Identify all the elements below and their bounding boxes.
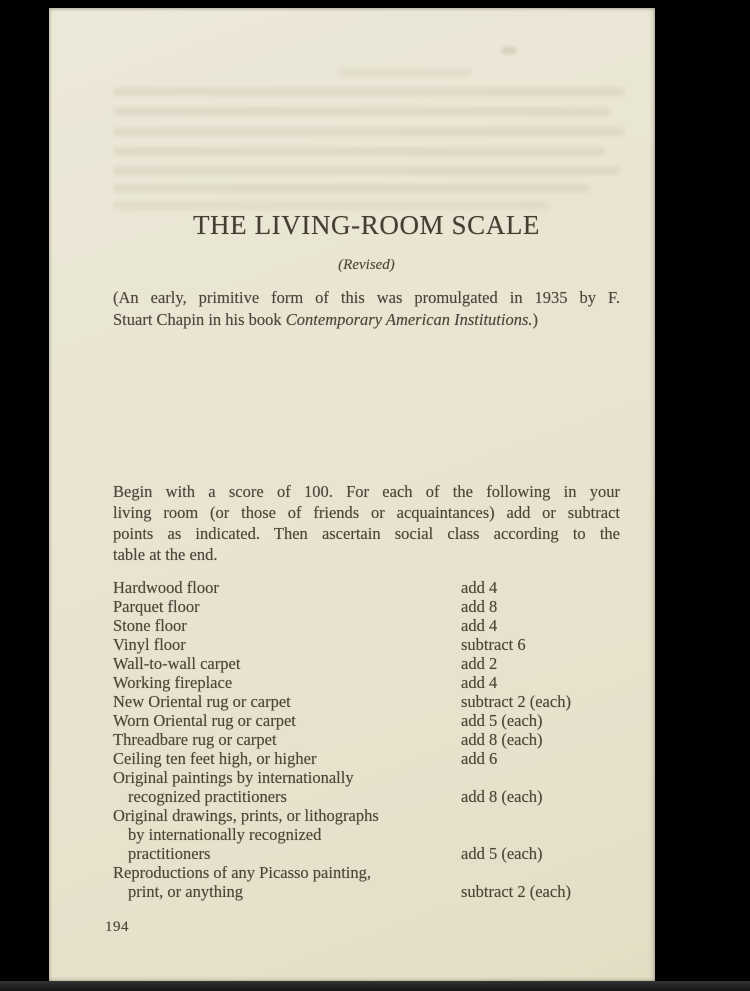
item-score: add 2 bbox=[461, 654, 498, 673]
item-line: Ceiling ten feet high, or higher bbox=[113, 749, 317, 768]
item-line: recognized practitioners bbox=[128, 787, 287, 806]
book-page-scan bbox=[49, 8, 655, 981]
item-line: Vinyl floor bbox=[113, 635, 186, 654]
item-line: Threadbare rug or carpet bbox=[113, 730, 277, 749]
attribution-line-1: (An early, primitive form of this was promulgated in 1935 by F. bbox=[113, 288, 620, 307]
item-label bbox=[113, 673, 461, 692]
item-label bbox=[113, 768, 461, 806]
scale-item bbox=[113, 863, 620, 901]
scale-item bbox=[113, 730, 620, 749]
item-line: Working fireplace bbox=[113, 673, 233, 692]
page-subtitle: (Revised) bbox=[338, 257, 395, 273]
bleed-line bbox=[113, 201, 550, 210]
bleed-line bbox=[113, 184, 590, 193]
item-label bbox=[113, 711, 461, 730]
attribution-note bbox=[113, 287, 620, 331]
item-line: Stone floor bbox=[113, 616, 187, 635]
item-score: subtract 6 bbox=[461, 635, 526, 654]
item-score: add 6 bbox=[461, 749, 498, 768]
item-label bbox=[113, 635, 461, 654]
bleed-line bbox=[113, 127, 625, 136]
item-score: add 5 (each) bbox=[461, 711, 543, 730]
item-line: New Oriental rug or carpet bbox=[113, 692, 291, 711]
item-line: Hardwood floor bbox=[113, 578, 219, 597]
item-label bbox=[113, 806, 461, 863]
scale-item bbox=[113, 597, 620, 616]
scale-item bbox=[113, 768, 620, 806]
item-line: Reproductions of any Picasso painting, bbox=[113, 863, 372, 882]
item-score: add 4 bbox=[461, 673, 498, 692]
item-score: add 8 bbox=[461, 597, 498, 616]
viewer-bottom-bar bbox=[0, 981, 750, 991]
scale-list bbox=[113, 578, 620, 901]
item-line: print, or anything bbox=[128, 882, 244, 901]
item-line: Worn Oriental rug or carpet bbox=[113, 711, 296, 730]
scale-item bbox=[113, 711, 620, 730]
scale-item bbox=[113, 578, 620, 597]
item-label bbox=[113, 597, 461, 616]
page-smudge bbox=[501, 46, 517, 55]
item-line: Original drawings, prints, or lithographs bbox=[113, 806, 379, 825]
attribution-close-paren: ) bbox=[532, 310, 539, 329]
item-line: practitioners bbox=[128, 844, 211, 863]
scale-item bbox=[113, 635, 620, 654]
intro-paragraph bbox=[113, 481, 620, 565]
bleed-line bbox=[113, 87, 625, 96]
attribution-text: Stuart Chapin in his book bbox=[113, 310, 286, 329]
item-score: subtract 2 (each) bbox=[461, 692, 571, 711]
item-score: add 4 bbox=[461, 578, 498, 597]
item-line: Original paintings by internationally bbox=[113, 768, 354, 787]
item-line: Wall-to-wall carpet bbox=[113, 654, 241, 673]
item-score: add 4 bbox=[461, 616, 498, 635]
item-label bbox=[113, 654, 461, 673]
item-score: add 8 (each) bbox=[461, 730, 543, 749]
item-score: add 5 (each) bbox=[461, 844, 543, 863]
attribution-line-2 bbox=[113, 309, 620, 331]
page-title: THE LIVING-ROOM SCALE bbox=[192, 210, 541, 240]
book-title-italic: Contemporary American Institutions. bbox=[285, 310, 533, 329]
item-score: subtract 2 (each) bbox=[461, 882, 571, 901]
scale-item bbox=[113, 616, 620, 635]
intro-line: living room (or those of friends or acquaintances) add or subtract bbox=[113, 503, 620, 522]
item-label bbox=[113, 863, 461, 901]
scale-item bbox=[113, 654, 620, 673]
scale-item bbox=[113, 749, 620, 768]
item-line: Parquet floor bbox=[113, 597, 200, 616]
intro-line: Begin with a score of 100. For each of the following in your bbox=[113, 482, 620, 501]
item-score: add 8 (each) bbox=[461, 787, 543, 806]
intro-line: points as indicated. Then ascertain social class according to the bbox=[113, 524, 620, 543]
item-label bbox=[113, 692, 461, 711]
bleed-line bbox=[113, 166, 620, 175]
page-number: 194 bbox=[105, 919, 129, 935]
bleed-line bbox=[337, 68, 472, 77]
item-label bbox=[113, 730, 461, 749]
item-label bbox=[113, 578, 461, 597]
scale-item bbox=[113, 806, 620, 863]
scale-item bbox=[113, 692, 620, 711]
bleed-line bbox=[113, 147, 605, 156]
scale-item bbox=[113, 673, 620, 692]
item-line: by internationally recognized bbox=[128, 825, 322, 844]
bleed-line bbox=[113, 107, 610, 116]
item-label bbox=[113, 749, 461, 768]
item-label bbox=[113, 616, 461, 635]
intro-line: table at the end. bbox=[113, 545, 218, 564]
